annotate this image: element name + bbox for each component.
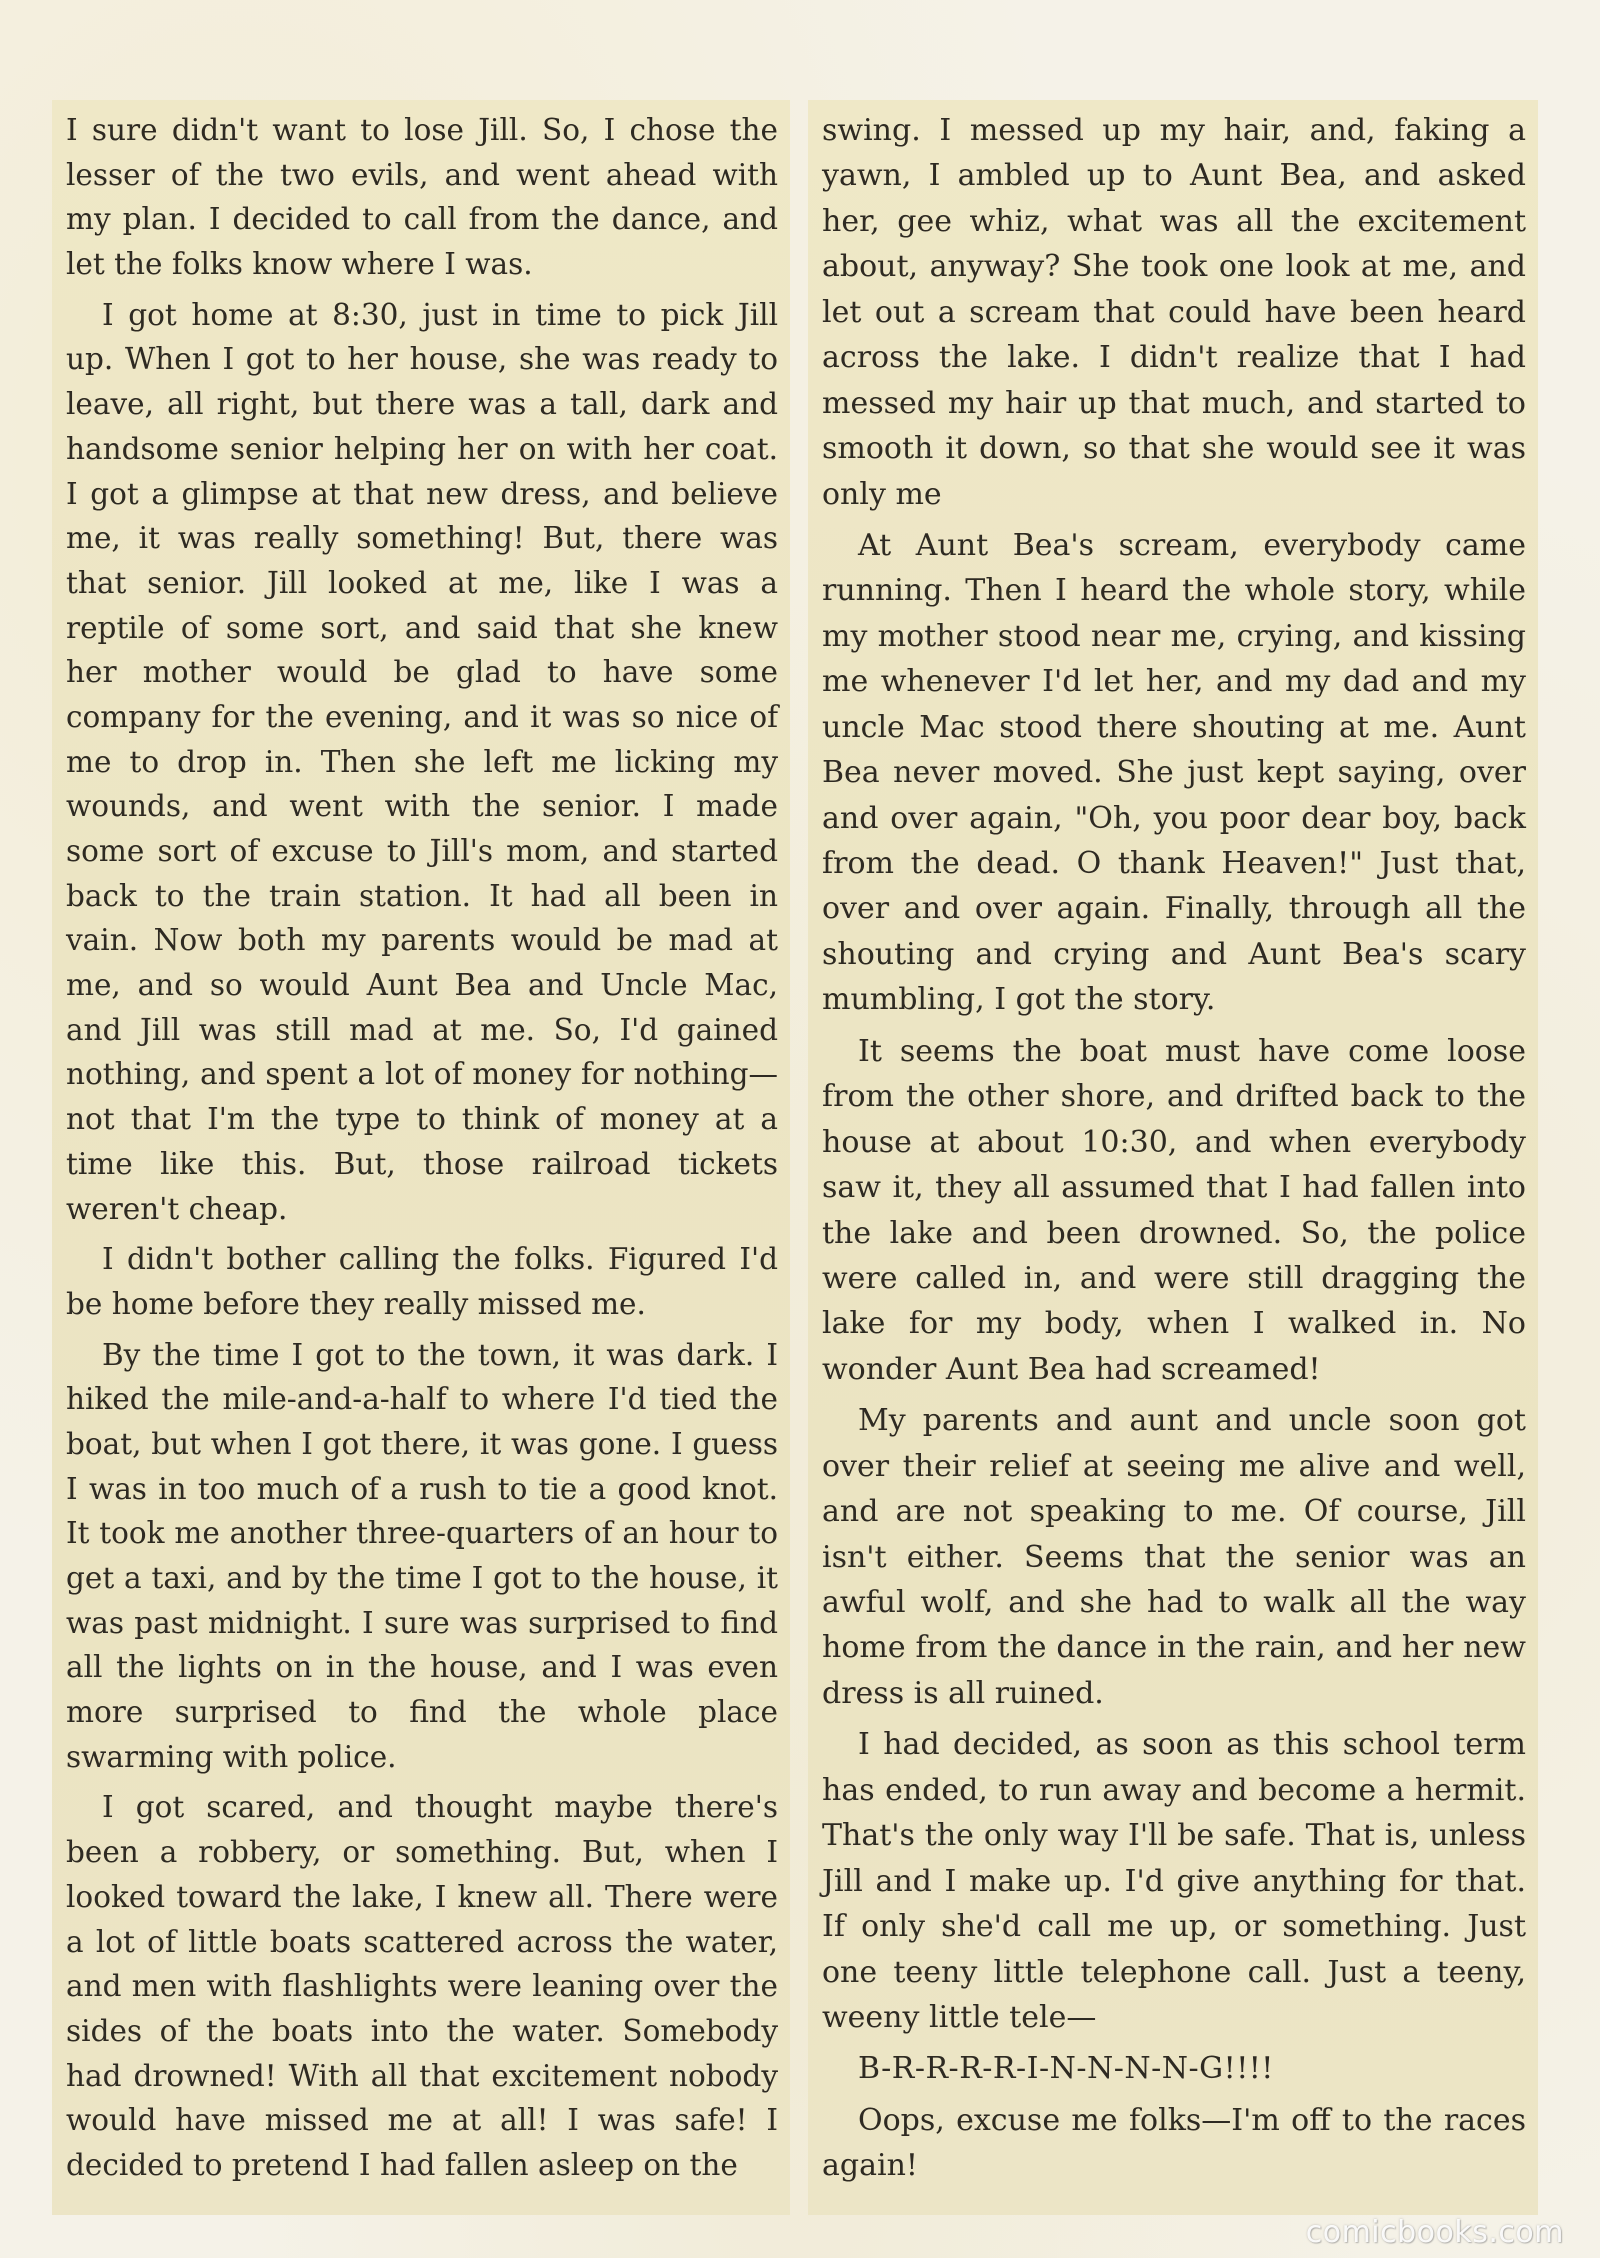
site-watermark: comicbooks.com bbox=[1305, 2215, 1564, 2250]
paragraph: I got scared, and thought maybe there's been a robbery, or something. But, when I looked toward the lake, I knew all. There were a lot of little boats scattered across the water, and men with flashlights were leaning over the sides of the boats into the water. Somebody had drowned! With all that excitement nobody would have missed me at all! I was safe! I decided to pretend I had fallen asleep on the bbox=[66, 1790, 778, 2182]
left-text-column bbox=[52, 100, 790, 2215]
phone-ring-sound: B-R-R-R-R-I-N-N-N-N-G!!!! bbox=[858, 2051, 1274, 2087]
paragraph: It seems the boat must have come loose from the other shore, and drifted back to the house at about 10:30, and when everybody saw it, they all assumed that I had fallen into the lake and been drowned. So, the police were called in, and were still dragging the lake for my body, when I walked in. No wonder Aunt Bea had screamed! bbox=[822, 1033, 1526, 1387]
paragraph: I didn't bother calling the folks. Figured I'd be home before they really missed me. bbox=[66, 1242, 778, 1321]
paragraph: swing. I messed up my hair, and, faking a yawn, I ambled up to Aunt Bea, and asked her, gee whiz, what was all the excitement about, anyway? She took one look at me, and let out a scream that could have been heard across the lake. I didn't realize that I had messed my hair up that much, and started to smooth it down, so that she would see it was only me bbox=[822, 113, 1526, 512]
paragraph: My parents and aunt and uncle soon got over their relief at seeing me alive and well, and are not speaking to me. Of course, Jill isn't either. Seems that the senior was an awful wolf, and she had to walk all the way home from the dance in the rain, and her new dress is all ruined. bbox=[822, 1403, 1526, 1711]
paragraph: Oops, excuse me folks—I'm off to the races again! bbox=[822, 2102, 1526, 2184]
paragraph: I sure didn't want to lose Jill. So, I chose the lesser of the two evils, and went ahead with my plan. I decided to call from the dance, and let the folks know where I was. bbox=[66, 113, 778, 282]
paragraph: By the time I got to the town, it was dark. I hiked the mile-and-a-half to where I'd tied the boat, but when I got there, it was gone. I guess I was in too much of a rush to tie a good knot. It took me another three-quarters of an hour to get a taxi, and by the time I got to the house, it was past midnight. I sure was surprised to find all the lights on in the house, and I was even more surprised to find the whole place swarming with police. bbox=[66, 1337, 778, 1774]
paragraph: I had decided, as soon as this school term has ended, to run away and become a hermit. That's the only way I'll be safe. That is, unless Jill and I make up. I'd give anything for that. If only she'd call me up, or something. Just one teeny little telephone call. Just a teeny, weeny little tele— bbox=[822, 1727, 1526, 2035]
paragraph: At Aunt Bea's scream, everybody came running. Then I heard the whole story, while my mother stood near me, crying, and kissing me whenever I'd let her, and my dad and my uncle Mac stood there shouting at me. Aunt Bea never moved. She just kept saying, over and over again, "Oh, you poor dear boy, back from the dead. O thank Heaven!" Just that, over and over again. Finally, through all the shouting and crying and Aunt Bea's scary mumbling, I got the story. bbox=[822, 527, 1526, 1018]
right-text-column bbox=[808, 100, 1538, 2215]
paragraph: I got home at 8:30, just in time to pick Jill up. When I got to her house, she was ready to leave, all right, but there was a tall, dark and handsome senior helping her on with her coat. I got a glimpse at that new dress, and believe me, it was really something! But, there was that senior. Jill looked at me, like I was a reptile of some sort, and said that she knew her mother would be glad to have some company for the evening, and it was so nice of me to drop in. Then she left me licking my wounds, and went with the senior. I made some sort of excuse to Jill's mom, and started back to the train station. It had all been in vain. Now both my parents would be mad at me, and so would Aunt Bea and Uncle Mac, and Jill was still mad at me. So, I'd gained nothing, and spent a lot of money for nothing—not that I'm the type to think of money at a time like this. But, those railroad tickets weren't cheap. bbox=[66, 297, 778, 1226]
